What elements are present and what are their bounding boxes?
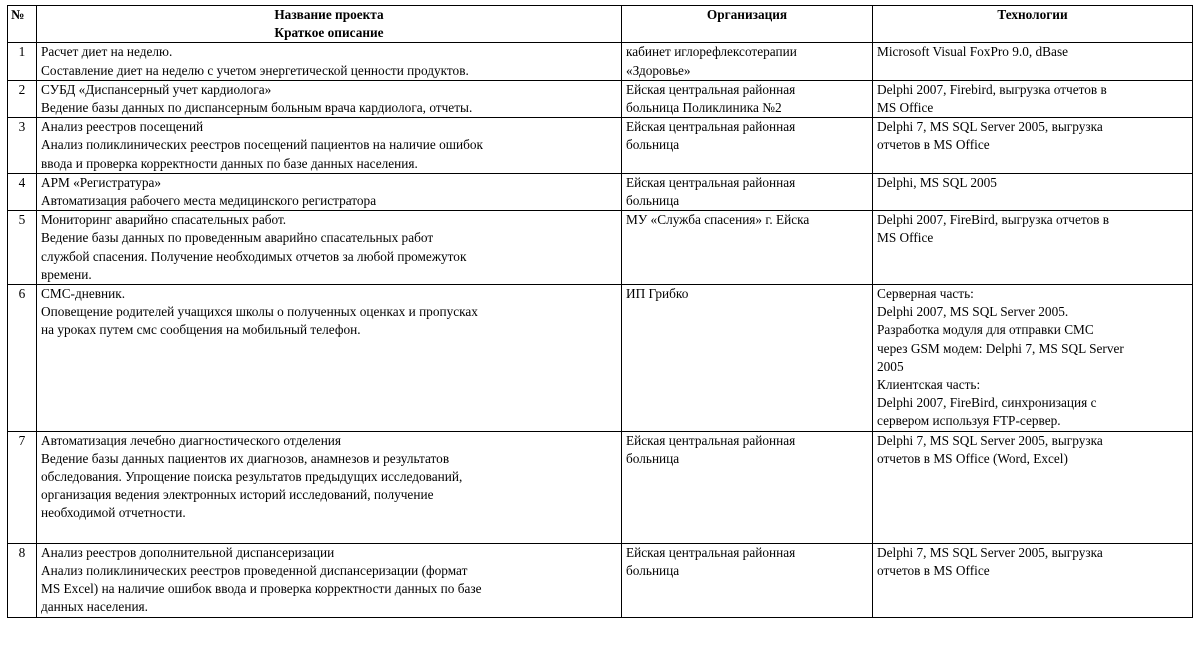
technologies-line: Delphi 2007, MS SQL Server 2005. bbox=[877, 304, 1069, 320]
project-description-line: Составление диет на неделю с учетом энергетической ценности продуктов. bbox=[41, 62, 469, 78]
project-cell bbox=[37, 173, 622, 210]
project-cell bbox=[37, 80, 622, 117]
technologies-cell bbox=[873, 118, 1193, 174]
technologies-line: Delphi 7, MS SQL Server 2005, выгрузка bbox=[877, 432, 1103, 448]
organization-line: Ейская центральная районная bbox=[626, 119, 796, 135]
organization-line: кабинет иглорефлексотерапии bbox=[626, 44, 797, 60]
organization-cell bbox=[622, 543, 873, 617]
project-description-line: Анализ поликлинических реестров посещений пациентов на наличие ошибок bbox=[41, 137, 483, 153]
organization-line: больница bbox=[626, 193, 680, 209]
project-title: СМС-дневник. bbox=[41, 286, 126, 302]
project-description-line: Ведение базы данных пациентов их диагнозов, анамнезов и результатов bbox=[41, 450, 450, 466]
project-description-line: Оповещение родителей учащихся школы о полученных оценках и пропусках bbox=[41, 304, 478, 320]
project-description-line: службой спасения. Получение необходимых отчетов за любой промежуток bbox=[41, 248, 467, 264]
organization-line: МУ «Служба спасения» г. Ейска bbox=[626, 212, 810, 228]
technologies-cell bbox=[873, 173, 1193, 210]
project-cell bbox=[37, 211, 622, 285]
technologies-line: Клиентская часть: bbox=[877, 377, 981, 393]
technologies-cell bbox=[873, 285, 1193, 432]
project-cell bbox=[37, 285, 622, 432]
row-number: 3 bbox=[8, 118, 37, 174]
projects-table bbox=[7, 5, 1193, 618]
header-project bbox=[37, 6, 622, 43]
technologies-line: Delphi 2007, Firebird, выгрузка отчетов в bbox=[877, 81, 1107, 97]
technologies-line: отчетов в MS Office bbox=[877, 562, 990, 578]
row-number: 4 bbox=[8, 173, 37, 210]
project-title: Автоматизация лечебно диагностического отделения bbox=[41, 432, 342, 448]
project-title: Анализ реестров посещений bbox=[41, 119, 204, 135]
technologies-line: сервером используя FTP-сервер. bbox=[877, 413, 1061, 429]
project-description-line: ввода и проверка корректности данных по базе данных населения. bbox=[41, 155, 418, 171]
technologies-line: Microsoft Visual FoxPro 9.0, dBase bbox=[877, 44, 1069, 60]
organization-line: больница bbox=[626, 562, 680, 578]
technologies-line: Серверная часть: bbox=[877, 286, 974, 302]
organization-cell bbox=[622, 431, 873, 543]
technologies-cell bbox=[873, 543, 1193, 617]
technologies-line: Delphi, MS SQL 2005 bbox=[877, 174, 997, 190]
technologies-line: Разработка модуля для отправки СМС bbox=[877, 322, 1094, 338]
table-row bbox=[8, 285, 1193, 432]
row-spacer bbox=[41, 523, 617, 543]
organization-line: Ейская центральная районная bbox=[626, 81, 796, 97]
project-description-line: Ведение базы данных по диспансерным больным врача кардиолога, отчеты. bbox=[41, 100, 473, 116]
technologies-cell bbox=[873, 431, 1193, 543]
project-title: Анализ реестров дополнительной диспансеризации bbox=[41, 544, 335, 560]
organization-line: больница bbox=[626, 137, 680, 153]
table-row bbox=[8, 118, 1193, 174]
project-description-line: Ведение базы данных по проведенным аварийно спасательных работ bbox=[41, 230, 434, 246]
organization-cell bbox=[622, 173, 873, 210]
header-project-title: Название проекта bbox=[274, 7, 384, 22]
organization-line: «Здоровье» bbox=[626, 62, 691, 78]
project-description-line: на уроках путем смс сообщения на мобильный телефон. bbox=[41, 322, 361, 338]
technologies-line: отчетов в MS Office bbox=[877, 137, 990, 153]
table-row bbox=[8, 211, 1193, 285]
table-row bbox=[8, 43, 1193, 80]
technologies-line: MS Office bbox=[877, 230, 934, 246]
organization-line: Ейская центральная районная bbox=[626, 432, 796, 448]
technologies-line: отчетов в MS Office (Word, Excel) bbox=[877, 450, 1068, 466]
header-organization: Организация bbox=[622, 6, 873, 43]
project-title: Расчет диет на неделю. bbox=[41, 44, 173, 60]
technologies-line: Delphi 7, MS SQL Server 2005, выгрузка bbox=[877, 544, 1103, 560]
organization-cell bbox=[622, 118, 873, 174]
row-number: 6 bbox=[8, 285, 37, 432]
organization-cell bbox=[622, 43, 873, 80]
technologies-line: MS Office bbox=[877, 100, 934, 116]
organization-line: ИП Грибко bbox=[626, 286, 689, 302]
organization-line: Ейская центральная районная bbox=[626, 174, 796, 190]
table-row bbox=[8, 543, 1193, 617]
header-technologies: Технологии bbox=[873, 6, 1193, 43]
project-description-line: необходимой отчетности. bbox=[41, 505, 186, 521]
project-cell bbox=[37, 118, 622, 174]
header-project-description: Краткое описание bbox=[274, 25, 384, 41]
project-description-line: организация ведения электронных историй исследований, получение bbox=[41, 487, 434, 503]
technologies-line: Delphi 2007, FireBird, синхронизация с bbox=[877, 395, 1097, 411]
organization-line: больница bbox=[626, 450, 680, 466]
project-description-line: Автоматизация рабочего места медицинского регистратора bbox=[41, 193, 377, 209]
project-description-line: данных населения. bbox=[41, 599, 148, 615]
project-cell bbox=[37, 431, 622, 543]
organization-line: больница Поликлиника №2 bbox=[626, 100, 782, 116]
table-body bbox=[8, 43, 1193, 617]
organization-cell bbox=[622, 211, 873, 285]
project-title: СУБД «Диспансерный учет кардиолога» bbox=[41, 81, 272, 97]
project-cell bbox=[37, 543, 622, 617]
project-title: АРМ «Регистратура» bbox=[41, 174, 162, 190]
technologies-line: Delphi 2007, FireBird, выгрузка отчетов в bbox=[877, 212, 1110, 228]
technologies-line: Delphi 7, MS SQL Server 2005, выгрузка bbox=[877, 119, 1103, 135]
row-number: 7 bbox=[8, 431, 37, 543]
header-number: № bbox=[8, 6, 37, 43]
project-cell bbox=[37, 43, 622, 80]
table-row bbox=[8, 173, 1193, 210]
row-number: 2 bbox=[8, 80, 37, 117]
technologies-line: через GSM модем: Delphi 7, MS SQL Server bbox=[877, 340, 1124, 356]
technologies-cell bbox=[873, 43, 1193, 80]
row-number: 5 bbox=[8, 211, 37, 285]
table-header-row bbox=[8, 6, 1193, 43]
table-row bbox=[8, 431, 1193, 543]
organization-line: Ейская центральная районная bbox=[626, 544, 796, 560]
technologies-cell bbox=[873, 211, 1193, 285]
project-description-line: Анализ поликлинических реестров проведенной диспансеризации (формат bbox=[41, 562, 468, 578]
technologies-cell bbox=[873, 80, 1193, 117]
project-description-line: обследования. Упрощение поиска результатов предыдущих исследований, bbox=[41, 469, 463, 485]
organization-cell bbox=[622, 285, 873, 432]
row-number: 1 bbox=[8, 43, 37, 80]
project-description-line: MS Excel) на наличие ошибок ввода и проверка корректности данных по базе bbox=[41, 581, 482, 597]
project-title: Мониторинг аварийно спасательных работ. bbox=[41, 212, 287, 228]
project-description-line: времени. bbox=[41, 266, 92, 282]
row-number: 8 bbox=[8, 543, 37, 617]
organization-cell bbox=[622, 80, 873, 117]
table-row bbox=[8, 80, 1193, 117]
technologies-line: 2005 bbox=[877, 358, 904, 374]
